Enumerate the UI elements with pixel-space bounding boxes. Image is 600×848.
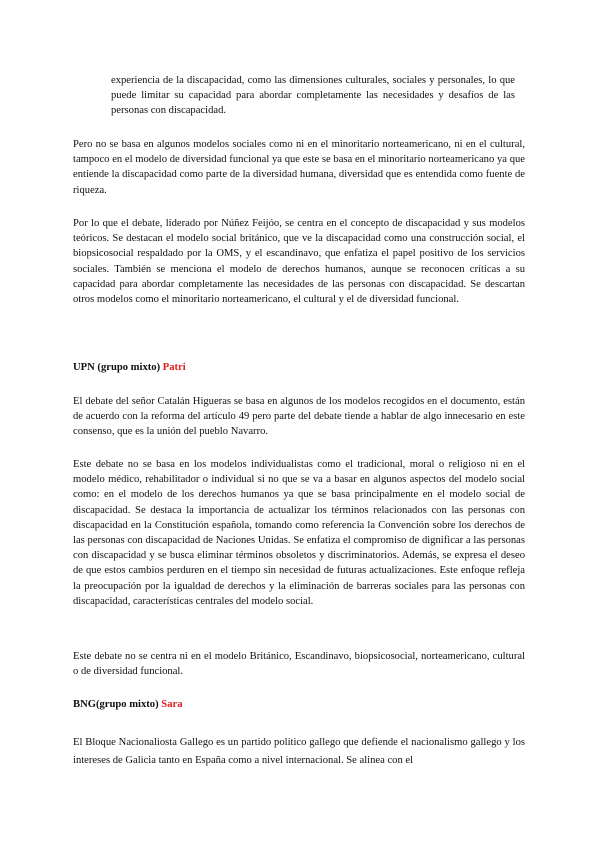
paragraph-models-not-used: Pero no se basa en algunos modelos sociales como ni en el minoritario norteamericano, ni en el cultural, tampoco en el modelo de diversidad funcional ya que este se basa en el minoritario norteamericano ya que entiende la discapacidad como parte de la diversidad humana, diversidad que es entendida como fuente de riqueza.: [73, 139, 525, 196]
section-title-upn: UPN (grupo mixto): [73, 362, 161, 373]
upn-paragraph-2: Este debate no se basa en los modelos individualistas como el tradicional, moral o religioso ni en el modelo médico, rehabilitador o individual si no que se va a basar en algunos aspectos del modelo social como: en el modelo de los derechos humanos ya que se basa principalmente en el modelo social de discapacidad. Se destaca la importancia de actualizar los términos relacionados con las personas con discapacidad en la Constitución española, tomando como referencia la Convención sobre los derechos de las personas con discapacidad de Naciones Unidas. Se enfatiza el compromiso de dignificar a las personas con discapacidad y se busca eliminar términos obsoletos y discriminatorios. Además, se expresa el deseo de que estos cambios perduren en el tiempo sin necesidad de futuras actualizaciones. Este enfoque refleja la preocupación por la igualdad de derechos y la eliminación de barreras sociales para las personas con discapacidad, características centrales del modelo social.: [73, 459, 525, 607]
section-heading-upn: [73, 360, 525, 375]
paragraph-debate-summary: Por lo que el debate, liderado por Núñez Feijóo, se centra en el concepto de discapacidad y sus modelos teóricos. Se destacan el modelo social británico, que ve la discapacidad como una construcción social, el biopsicosocial respaldado por la OMS, y el escandinavo, que enfatiza el papel positivo de los servicios sociales. También se menciona el modelo de derechos humanos, aunque se reconocen críticas a su capacidad para abordar completamente las necesidades de las personas con discapacidad. Se descartan otros modelos como el minoritario norteamericano, el cultural y el de diversidad funcional.: [73, 218, 525, 306]
section-author-bng: Sara: [161, 699, 183, 710]
section-heading-bng: [73, 697, 525, 712]
upn-paragraph-3: Este debate no se centra ni en el modelo Británico, Escandinavo, biopsicosocial, norteamericano, cultural o de diversidad funcional.: [73, 651, 525, 678]
bng-paragraph-1: El Bloque Nacionaliosta Gallego es un partido político gallego que defiende el nacionalismo gallego y los intereses de Galicia tanto en España como a nivel internacional. Se alinea con el: [73, 737, 525, 766]
section-title-bng: BNG(grupo mixto): [73, 699, 159, 710]
upn-paragraph-1: El debate del señor Catalán Higueras se basa en algunos de los modelos recogidos en el documento, están de acuerdo con la reforma del artículo 49 pero parte del debate tiende a hablar de algo innecesario en este consenso, que es la unión del pueblo Navarro.: [73, 396, 525, 438]
quote-continuation: experiencia de la discapacidad, como las dimensiones culturales, sociales y personales, lo que puede limitar su capacidad para abordar completamente las necesidades y desafíos de las personas con discapacidad.: [111, 75, 515, 117]
section-author-upn: Patri: [162, 362, 186, 373]
